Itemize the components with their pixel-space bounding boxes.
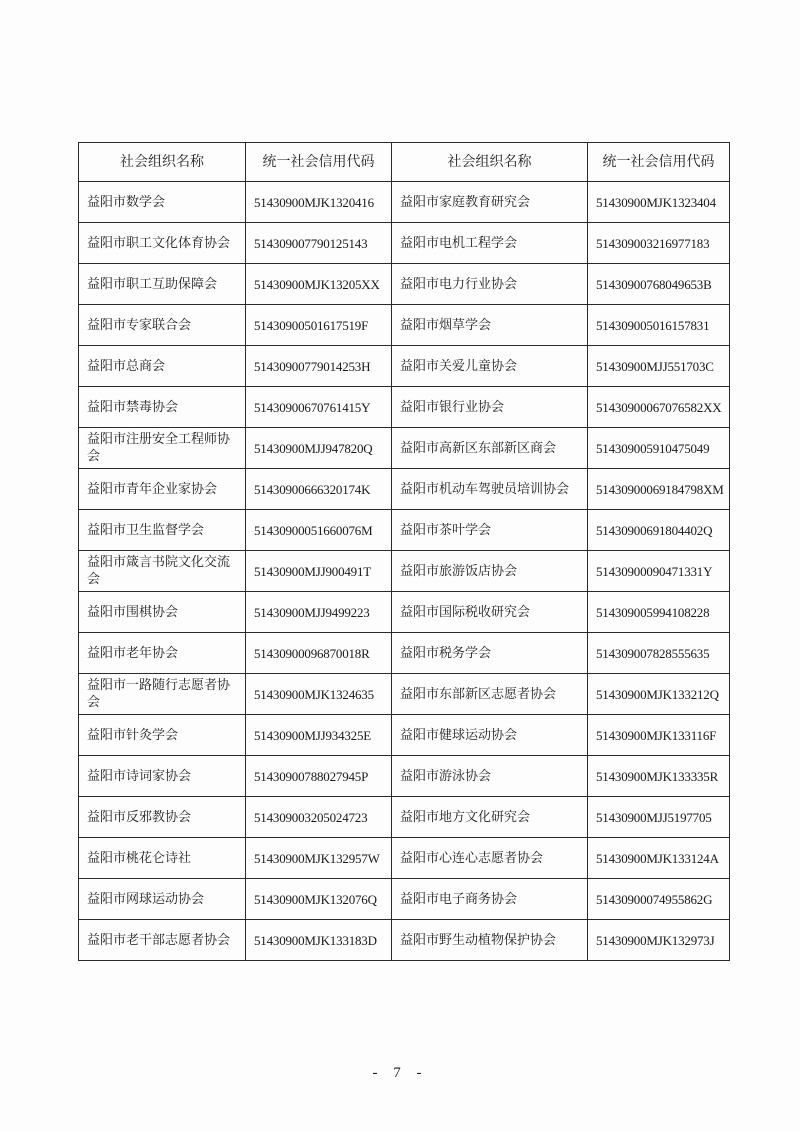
table-row xyxy=(79,920,730,961)
credit-code-left-cell: 51430900788027945P xyxy=(246,756,392,797)
table-row xyxy=(79,223,730,264)
header-org-name-left: 社会组织名称 xyxy=(79,143,246,182)
credit-code-left-cell: 51430900051660076M xyxy=(246,510,392,551)
credit-code-left-cell: 51430900666320174K xyxy=(246,469,392,510)
credit-code-left-cell: 51430900MJK132957W xyxy=(246,838,392,879)
table-row xyxy=(79,715,730,756)
credit-code-left-cell: 51430900MJK13205XX xyxy=(246,264,392,305)
credit-code-right-cell: 514309005016157831 xyxy=(588,305,730,346)
table-row xyxy=(79,346,730,387)
table-row xyxy=(79,305,730,346)
credit-code-left-cell: 51430900501617519F xyxy=(246,305,392,346)
credit-code-left-cell: 51430900MJJ900491T xyxy=(246,551,392,592)
credit-code-left-cell: 51430900MJJ934325E xyxy=(246,715,392,756)
org-name-right-cell: 益阳市税务学会 xyxy=(392,633,588,674)
header-credit-code-right: 统一社会信用代码 xyxy=(588,143,730,182)
credit-code-left-cell: 514309007790125143 xyxy=(246,223,392,264)
org-name-left-cell: 益阳市诗词家协会 xyxy=(79,756,246,797)
credit-code-right-cell: 51430900069184798XM xyxy=(588,469,730,510)
credit-code-right-cell: 51430900MJK133124A xyxy=(588,838,730,879)
credit-code-right-cell: 51430900691804402Q xyxy=(588,510,730,551)
org-name-right-cell: 益阳市电机工程学会 xyxy=(392,223,588,264)
credit-code-right-cell: 51430900MJK133335R xyxy=(588,756,730,797)
credit-code-right-cell: 51430900MJK132973J xyxy=(588,920,730,961)
org-name-right-cell: 益阳市家庭教育研究会 xyxy=(392,182,588,223)
org-name-right-cell: 益阳市地方文化研究会 xyxy=(392,797,588,838)
table-row xyxy=(79,428,730,469)
credit-code-left-cell: 51430900096870018R xyxy=(246,633,392,674)
org-name-right-cell: 益阳市茶叶学会 xyxy=(392,510,588,551)
table-row xyxy=(79,592,730,633)
table-header-row xyxy=(79,143,730,182)
org-name-left-cell: 益阳市禁毒协会 xyxy=(79,387,246,428)
org-name-right-cell: 益阳市机动车驾驶员培训协会 xyxy=(392,469,588,510)
org-name-right-cell: 益阳市旅游饭店协会 xyxy=(392,551,588,592)
credit-code-right-cell: 514309005910475049 xyxy=(588,428,730,469)
credit-code-right-cell: 51430900MJK133212Q xyxy=(588,674,730,715)
org-name-right-cell: 益阳市关爱儿童协会 xyxy=(392,346,588,387)
credit-code-left-cell: 51430900MJK133183D xyxy=(246,920,392,961)
org-name-right-cell: 益阳市心连心志愿者协会 xyxy=(392,838,588,879)
table-row xyxy=(79,879,730,920)
table-row xyxy=(79,633,730,674)
table-row xyxy=(79,756,730,797)
org-name-left-cell: 益阳市网球运动协会 xyxy=(79,879,246,920)
org-name-right-cell: 益阳市烟草学会 xyxy=(392,305,588,346)
table-row xyxy=(79,264,730,305)
credit-code-left-cell: 51430900670761415Y xyxy=(246,387,392,428)
header-credit-code-left: 统一社会信用代码 xyxy=(246,143,392,182)
credit-code-right-cell: 514309007828555635 xyxy=(588,633,730,674)
header-org-name-right: 社会组织名称 xyxy=(392,143,588,182)
org-name-left-cell: 益阳市注册安全工程师协会 xyxy=(79,428,246,469)
credit-code-left-cell: 51430900MJK1324635 xyxy=(246,674,392,715)
org-name-left-cell: 益阳市反邪教协会 xyxy=(79,797,246,838)
organization-table xyxy=(78,142,730,961)
org-name-left-cell: 益阳市总商会 xyxy=(79,346,246,387)
credit-code-left-cell: 514309003205024723 xyxy=(246,797,392,838)
table-body xyxy=(79,182,730,961)
table-row xyxy=(79,182,730,223)
org-name-right-cell: 益阳市高新区东部新区商会 xyxy=(392,428,588,469)
credit-code-left-cell: 51430900779014253H xyxy=(246,346,392,387)
table-row xyxy=(79,469,730,510)
credit-code-right-cell: 51430900MJJ5197705 xyxy=(588,797,730,838)
credit-code-left-cell: 51430900MJK132076Q xyxy=(246,879,392,920)
org-name-left-cell: 益阳市青年企业家协会 xyxy=(79,469,246,510)
org-name-left-cell: 益阳市一路随行志愿者协会 xyxy=(79,674,246,715)
credit-code-right-cell: 514309003216977183 xyxy=(588,223,730,264)
org-name-right-cell: 益阳市电子商务协会 xyxy=(392,879,588,920)
table-row xyxy=(79,674,730,715)
org-name-right-cell: 益阳市电力行业协会 xyxy=(392,264,588,305)
credit-code-left-cell: 51430900MJK1320416 xyxy=(246,182,392,223)
credit-code-right-cell: 51430900090471331Y xyxy=(588,551,730,592)
table-row xyxy=(79,838,730,879)
credit-code-right-cell: 51430900MJK133116F xyxy=(588,715,730,756)
org-name-left-cell: 益阳市老年协会 xyxy=(79,633,246,674)
credit-code-right-cell: 514309005994108228 xyxy=(588,592,730,633)
credit-code-right-cell: 51430900067076582XX xyxy=(588,387,730,428)
credit-code-right-cell: 51430900MJK1323404 xyxy=(588,182,730,223)
org-name-right-cell: 益阳市游泳协会 xyxy=(392,756,588,797)
org-name-left-cell: 益阳市职工互助保障会 xyxy=(79,264,246,305)
org-name-right-cell: 益阳市国际税收研究会 xyxy=(392,592,588,633)
credit-code-left-cell: 51430900MJJ9499223 xyxy=(246,592,392,633)
org-name-right-cell: 益阳市银行业协会 xyxy=(392,387,588,428)
org-name-left-cell: 益阳市箴言书院文化交流会 xyxy=(79,551,246,592)
org-name-left-cell: 益阳市职工文化体育协会 xyxy=(79,223,246,264)
org-name-right-cell: 益阳市东部新区志愿者协会 xyxy=(392,674,588,715)
org-name-left-cell: 益阳市围棋协会 xyxy=(79,592,246,633)
org-name-left-cell: 益阳市卫生监督学会 xyxy=(79,510,246,551)
table-row xyxy=(79,551,730,592)
credit-code-left-cell: 51430900MJJ947820Q xyxy=(246,428,392,469)
page-number: - 7 - xyxy=(372,1065,428,1081)
org-name-left-cell: 益阳市桃花仑诗社 xyxy=(79,838,246,879)
credit-code-right-cell: 51430900768049653B xyxy=(588,264,730,305)
org-name-left-cell: 益阳市老干部志愿者协会 xyxy=(79,920,246,961)
org-name-right-cell: 益阳市野生动植物保护协会 xyxy=(392,920,588,961)
org-name-left-cell: 益阳市数学会 xyxy=(79,182,246,223)
credit-code-right-cell: 51430900074955862G xyxy=(588,879,730,920)
table-row xyxy=(79,510,730,551)
table-row xyxy=(79,797,730,838)
org-name-right-cell: 益阳市健球运动协会 xyxy=(392,715,588,756)
org-name-left-cell: 益阳市专家联合会 xyxy=(79,305,246,346)
table-row xyxy=(79,387,730,428)
org-name-left-cell: 益阳市针灸学会 xyxy=(79,715,246,756)
credit-code-right-cell: 51430900MJJ551703C xyxy=(588,346,730,387)
